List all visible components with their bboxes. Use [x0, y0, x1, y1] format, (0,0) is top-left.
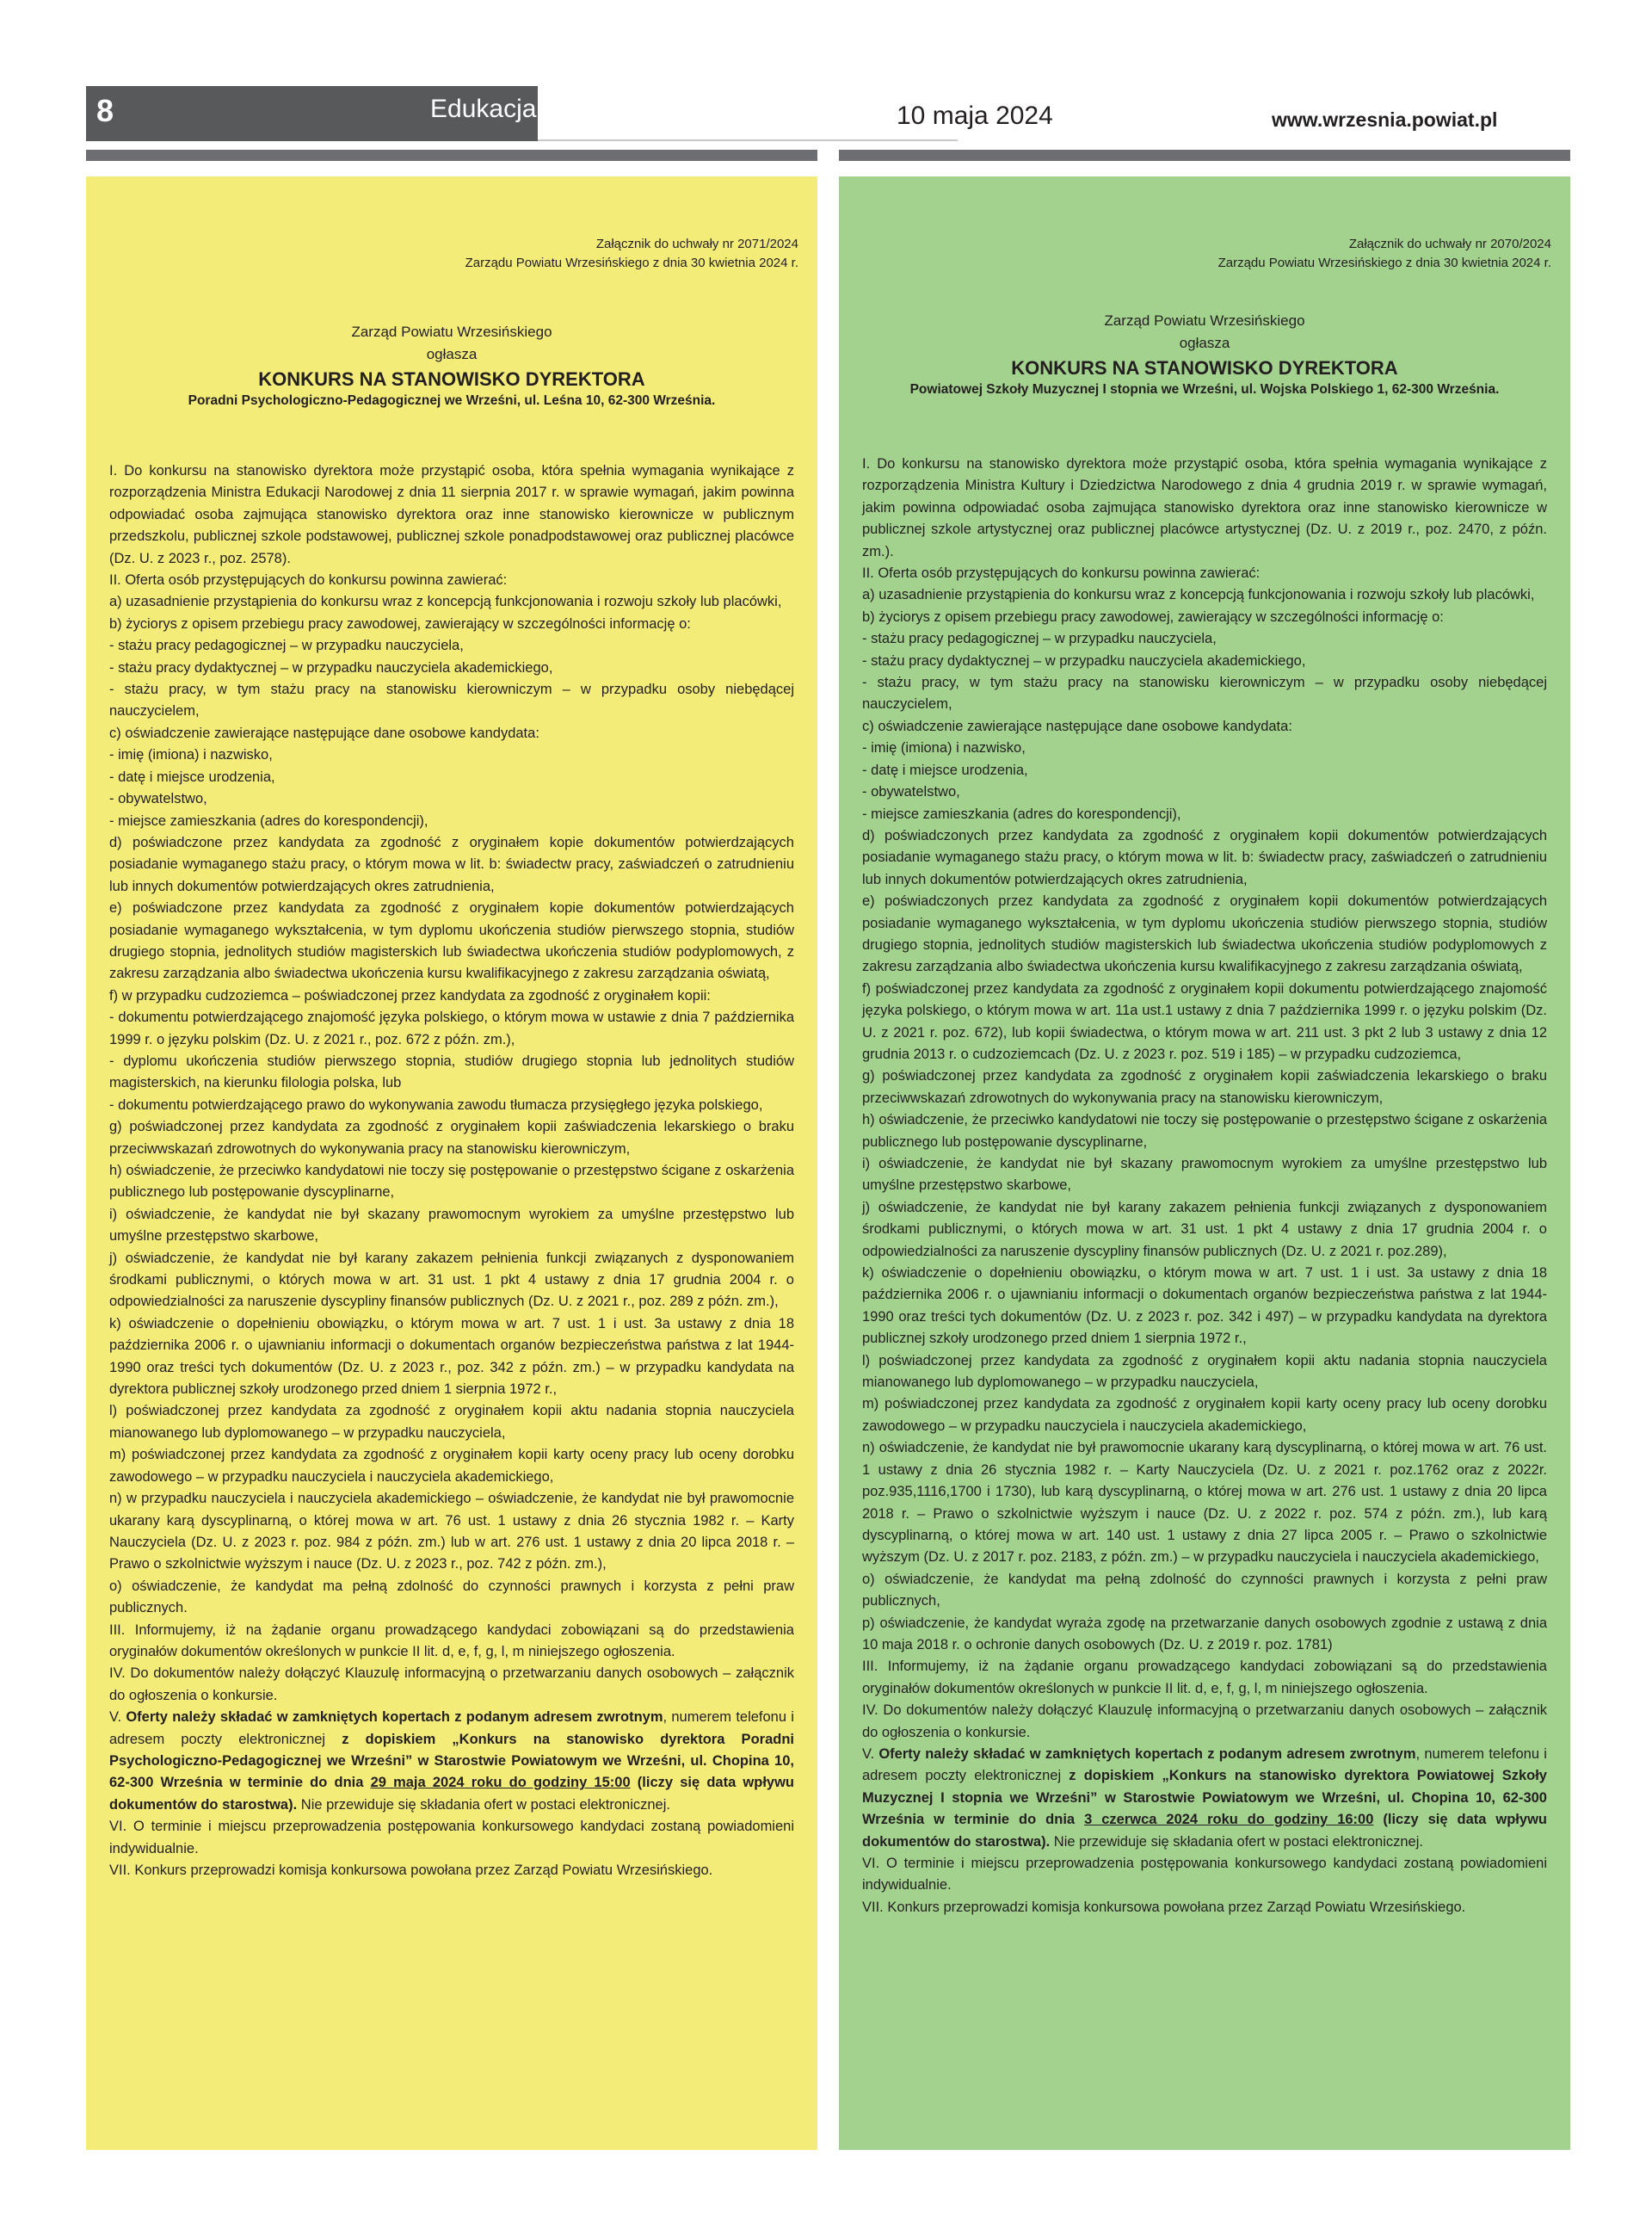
attachment-line-1: Załącznik do uchwały nr 2070/2024 [1348, 237, 1551, 251]
body-paragraph: II. Oferta osób przystępujących do konkursu powinna zawierać: [862, 565, 1261, 582]
body-paragraph: c) oświadczenie zawierające następujące dane osobowe kandydata: [862, 718, 1292, 734]
body-paragraph: d) poświadczone przez kandydata za zgodność z oryginałem kopie dokumentów potwierdzających posiadanie wymaganego stażu pracy, o którym mowa w lit. b: świadectw pracy, zaświadczeń o zatrudnieniu lub innych dokumentów potwierdzających okres zatrudnienia, [109, 834, 794, 894]
body-paragraph: - stażu pracy pedagogicznej – w przypadku nauczyciela, [109, 638, 464, 654]
body-paragraph: - obywatelstwo, [862, 784, 960, 800]
paragraph-list [109, 460, 794, 1707]
body-paragraph: a) uzasadnienie przystąpienia do konkursu wraz z koncepcją funkcjonowania i rozwoju szkoły lub placówki, [109, 594, 782, 610]
body-paragraph: h) oświadczenie, że przeciwko kandydatowi nie toczy się postępowanie o przestępstwo ścigane z oskarżenia publicznego lub postępowanie dyscyplinarne, [109, 1163, 794, 1201]
body-paragraph: l) poświadczonej przez kandydata za zgodność z oryginałem kopii aktu nadania stopnia nauczyciela mianowanego lub dyplomowanego – w przypadku nauczyciela, [862, 1352, 1547, 1391]
body-paragraph: b) życiorys z opisem przebiegu pracy zawodowej, zawierający w szczególności informację o: [109, 615, 691, 632]
announcement-subtitle: Poradni Psychologiczno-Pedagogicznej we Wrześni, ul. Leśna 10, 62-300 Września. [188, 393, 716, 408]
body-paragraph: c) oświadczenie zawierające następujące dane osobowe kandydata: [109, 725, 539, 741]
page-number: 8 [96, 93, 114, 128]
body-paragraph: e) poświadczonych przez kandydata za zgodność z oryginałem kopii dokumentów potwierdzających posiadanie wymaganego wykształcenia, w tym dyplomu ukończenia studiów pierwszego stopnia, studiów drugiego stopnia, jednolitych studiów magisterskich lub świadectwa ukończenia studiów podyplomowych z zakresu zarządzania albo świadectwa ukończenia kursu kwalifikacyjnego z zakresu zarządzania oświatą, [862, 893, 1547, 975]
body-paragraph: - miejsce zamieszkania (adres do korespondencji), [109, 812, 428, 829]
section-vii: VII. Konkurs przeprowadzi komisja konkursowa powołana przez Zarząd Powiatu Wrzesińskiego. [862, 1899, 1466, 1915]
body-paragraph: a) uzasadnienie przystąpienia do konkursu wraz z koncepcją funkcjonowania i rozwoju szkoły lub placówki, [862, 587, 1535, 603]
body-paragraph: IV. Do dokumentów należy dołączyć Klauzulę informacyjną o przetwarzaniu danych osobowych – załącznik do ogłoszenia o konkursie. [109, 1665, 794, 1703]
body-paragraph: III. Informujemy, iż na żądanie organu prowadzącego kandydaci zobowiązani są do przedstawienia oryginałów dokumentów określonych w punkcie II lit. d, e, f, g, l, m niniejszego ogłoszenia. [109, 1622, 794, 1659]
body-paragraph: j) oświadczenie, że kandydat nie był karany zakazem pełnienia funkcji związanych z dysponowaniem środkami publicznymi, o których mowa w art. 31 ust. 1 pkt 4 ustawy z dnia 17 grudnia 2004 r. o odpowiedzialności za naruszenie dyscypliny finansów publicznych (Dz. U. z 2021 r., poz. 289 z późn. zm.), [109, 1250, 794, 1310]
announcement-heading [86, 321, 817, 411]
announces-label: ogłasza [1179, 335, 1230, 351]
body-paragraph: e) poświadczone przez kandydata za zgodność z oryginałem kopie dokumentów potwierdzających posiadanie wymaganego wykształcenia, w tym dyplomu ukończenia studiów pierwszego stopnia, studiów drugiego stopnia, jednolitych studiów magisterskich lub świadectwa ukończenia studiów podyplomowych, z zakresu zarządzania albo świadectwa ukończenia kursu kwalifikacyjnego z zakresu zarządzania oświatą, [109, 900, 794, 982]
body-paragraph: - imię (imiona) i nazwisko, [862, 740, 1026, 757]
right-column-bar [839, 150, 1570, 161]
body-paragraph: m) poświadczonej przez kandydata za zgodność z oryginałem kopii karty oceny pracy lub oceny dorobku zawodowego – w przypadku nauczyciela i nauczyciela akademickiego, [862, 1396, 1547, 1434]
body-paragraph: n) oświadczenie, że kandydat nie był prawomocnie ukarany karą dyscyplinarną, o której mowa w art. 76 ust. 1 ustawy z dnia 26 stycznia 1982 r. – Karty Nauczyciela (Dz. U. z 2021 r. poz.1762 oraz z 2022r. poz.935,1116,1700 i 1730), lub karą dyscyplinarną, o której mowa w art. 276 ust. 1 ustawy z dnia 20 lipca 2018 r. – Prawo o szkolnictwie wyższym i nauce (Dz. U. z 2022 r. poz. 574 z późn. zm.), lub karą dyscyplinarną, o której mowa w art. 140 ust. 1 ustawy z dnia 27 lipca 2005 r. – Prawo o szkolnictwie wyższym (Dz. U. z 2017 r. poz. 2183, z późn. zm.) – w przypadku nauczyciela i nauczyciela akademickiego, [862, 1440, 1547, 1566]
attachment-line-2: Zarządu Powiatu Wrzesińskiego z dnia 30 kwietnia 2024 r. [1217, 256, 1551, 270]
body-paragraph: - datę i miejsce urodzenia, [862, 762, 1028, 778]
organization-name: Zarząd Powiatu Wrzesińskiego [1104, 312, 1305, 329]
attachment-note [465, 235, 798, 273]
body-paragraph: - stażu pracy dydaktycznej – w przypadku nauczyciela akademickiego, [862, 652, 1306, 669]
attachment-line-2: Zarządu Powiatu Wrzesińskiego z dnia 30 kwietnia 2024 r. [465, 256, 798, 270]
body-paragraph: - dokumentu potwierdzającego znajomość języka polskiego, o którym mowa w ustawie z dnia 7 października 1999 r. o języku polskim (Dz. U. z 2021 r., poz. 672 z późn. zm.), [109, 1010, 794, 1047]
announces-label: ogłasza [426, 346, 478, 362]
announcement-subtitle: Powiatowej Szkoły Muzycznej I stopnia we Wrześni, ul. Wojska Polskiego 1, 62-300 Września. [909, 382, 1500, 397]
body-paragraph: I. Do konkursu na stanowisko dyrektora może przystąpić osoba, która spełnia wymagania wynikające z rozporządzenia Ministra Edukacji Narodowej z dnia 11 sierpnia 2017 r. w sprawie wymagań, jakim powinna odpowiadać osoba zajmująca stanowisko dyrektora oraz inne stanowisko kierownicze w publicznym przedszkolu, publicznej szkole podstawowej, publicznej szkole ponadpodstawowej oraz publicznej placówce (Dz. U. z 2023 r., poz. 2578). [109, 463, 794, 566]
attachment-note [1218, 235, 1551, 273]
section-vii: VII. Konkurs przeprowadzi komisja konkursowa powołana przez Zarząd Powiatu Wrzesińskiego. [109, 1862, 713, 1878]
body-paragraph: II. Oferta osób przystępujących do konkursu powinna zawierać: [109, 572, 508, 589]
body-paragraph: - imię (imiona) i nazwisko, [109, 747, 273, 763]
body-paragraph: i) oświadczenie, że kandydat nie był skazany prawomocnym wyrokiem za umyślne przestępstwo lub umyślne przestępstwo skarbowe, [862, 1156, 1547, 1194]
body-paragraph: - obywatelstwo, [109, 791, 207, 807]
header-rule [538, 139, 958, 141]
body-paragraph: d) poświadczonych przez kandydata za zgodność z oryginałem kopii dokumentów potwierdzających posiadanie wymaganego stażu pracy, o którym mowa w lit. b: świadectw pracy, zaświadczeń o zatrudnieniu lub innych dokumentów potwierdzających okres zatrudnienia, [862, 827, 1547, 887]
paragraph-list [862, 454, 1547, 1744]
announcement-title: KONKURS NA STANOWISKO DYREKTORA [1011, 357, 1398, 379]
section-vi: VI. O terminie i miejscu przeprowadzenia postępowania konkursowego kandydaci zostaną powiadomieni indywidualnie. [109, 1819, 794, 1856]
body-paragraph: p) oświadczenie, że kandydat wyraża zgodę na przetwarzanie danych osobowych zgodnie z ustawą z dnia 10 maja 2018 r. o ochronie danych osobowych (Dz. U. z 2019 r. poz. 1781) [862, 1615, 1547, 1652]
body-paragraph: f) poświadczonej przez kandydata za zgodność z oryginałem kopii dokumentu potwierdzającego znajomość języka polskiego, o którym mowa w art. 11a ust.1 ustawy z dnia 7 października 1999 r. o języku polskim (Dz. U. z 2021 r. poz. 672), lub kopii świadectwa, o którym mowa w art. 211 ust. 3 pkt 2 lub 3 ustawy z dnia 12 grudnia 2013 r. o cudzoziemcach (Dz. U. z 2023 r. poz. 519 i 185) – w przypadku cudzoziemca, [862, 980, 1547, 1062]
body-paragraph: - miejsce zamieszkania (adres do korespondencji), [862, 806, 1181, 822]
body-paragraph: g) poświadczonej przez kandydata za zgodność z oryginałem kopii zaświadczenia lekarskiego o braku przeciwwskazań zdrowotnych do wykonywania pracy na stanowisku kierowniczym, [862, 1068, 1547, 1106]
body-paragraph: i) oświadczenie, że kandydat nie był skazany prawomocnym wyrokiem za umyślne przestępstwo lub umyślne przestępstwo skarbowe, [109, 1206, 794, 1245]
body-paragraph: - dokumentu potwierdzającego prawo do wykonywania zawodu tłumacza przysięgłego języka polskiego, [109, 1096, 763, 1113]
body-paragraph: - stażu pracy dydaktycznej – w przypadku nauczyciela akademickiego, [109, 659, 553, 676]
announcement-heading [839, 310, 1570, 399]
body-paragraph: l) poświadczonej przez kandydata za zgodność z oryginałem kopii aktu nadania stopnia nauczyciela mianowanego lub dyplomowanego – w przypadku nauczyciela, [109, 1403, 794, 1441]
announcement-title: KONKURS NA STANOWISKO DYREKTORA [258, 368, 645, 390]
organization-name: Zarząd Powiatu Wrzesińskiego [351, 324, 552, 340]
body-paragraph: f) w przypadku cudzoziemca – poświadczonej przez kandydata za zgodność z oryginałem kopii: [109, 987, 711, 1004]
attachment-line-1: Załącznik do uchwały nr 2071/2024 [595, 237, 798, 251]
body-paragraph: n) w przypadku nauczyciela i nauczyciela akademickiego – oświadczenie, że kandydat nie był prawomocnie ukarany karą dyscyplinarną, o której mowa w art. 76 ust. 1 ustawy z dnia 26 stycznia 1982 r. – Karty Nauczyciela (Dz. U. z 2023 r. poz. 984 z późn. zm.) lub w art. 276 ust. 1 ustawy z dnia 20 lipca 2018 r. – Prawo o szkolnictwie wyższym i nauce (Dz. U. z 2023 r., poz. 742 z późn. zm.), [109, 1491, 794, 1572]
body-paragraph: I. Do konkursu na stanowisko dyrektora może przystąpić osoba, która spełnia wymagania wynikające z rozporządzenia Ministra Kultury i Dziedzictwa Narodowego z dnia 4 grudnia 2019 r. w sprawie wymagań, jakim powinna odpowiadać osoba zajmująca stanowisko dyrektora oraz inne stanowisko kierownicze w publicznej szkole artystycznej oraz publicznej placówce artystycznej (Dz. U. z 2019 r., poz. 2470, z późn. zm.). [862, 456, 1547, 559]
section-title: Edukacja [430, 95, 537, 123]
body-paragraph: o) oświadczenie, że kandydat ma pełną zdolność do czynności prawnych i korzysta z pełni praw publicznych, [862, 1571, 1547, 1609]
section-v: V. Oferty należy składać w zamkniętych kopertach z podanym adresem zwrotnym, numerem telefonu i adresem poczty elektronicznej z dopiskiem „Konkurs na stanowisko dyrektora Poradni Psychologiczno-Pedagogicznej we Wrześni” w Starostwie Powiatowym we Wrześni, ul. Chopina 10, 62-300 Września w terminie do dnia 29 maja 2024 roku do godziny 15:00 (liczy się data wpływu dokumentów do starostwa). Nie przewiduje się składania ofert w postaci elektronicznej. [109, 1709, 794, 1813]
body-paragraph: IV. Do dokumentów należy dołączyć Klauzulę informacyjną o przetwarzaniu danych osobowych – załącznik do ogłoszenia o konkursie. [862, 1702, 1547, 1740]
left-column-bar [86, 150, 817, 161]
body-paragraph: III. Informujemy, iż na żądanie organu prowadzącego kandydaci zobowiązani są do przedstawienia oryginałów dokumentów określonych w punkcie II lit. d, e, f, g, l, m niniejszego ogłoszenia. [862, 1659, 1547, 1696]
website-link[interactable]: www.wrzesnia.powiat.pl [1272, 108, 1498, 131]
announcement-body [862, 454, 1547, 1918]
body-paragraph: k) oświadczenie o dopełnieniu obowiązku, o którym mowa w art. 7 ust. 1 i ust. 3a ustawy z dnia 18 października 2006 r. o ujawnianiu informacji o dokumentach organów bezpieczeństwa państwa z lat 1944-1990 oraz treści tych dokumentów (Dz. U. z 2023 r. poz. 342 i 497) – w przypadku kandydata na dyrektora publicznej szkoły urodzonego przed dniem 1 sierpnia 1972 r., [862, 1265, 1547, 1347]
left-announcement-panel [86, 176, 817, 2150]
body-paragraph: m) poświadczonej przez kandydata za zgodność z oryginałem kopii karty oceny pracy lub oceny dorobku zawodowego – w przypadku nauczyciela i nauczyciela akademickiego, [109, 1447, 794, 1485]
body-paragraph: - dyplomu ukończenia studiów pierwszego stopnia, studiów drugiego stopnia lub jednolitych studiów magisterskich, na kierunku filologia polska, lub [109, 1053, 794, 1091]
body-paragraph: b) życiorys z opisem przebiegu pracy zawodowej, zawierający w szczególności informację o: [862, 608, 1444, 625]
body-paragraph: - datę i miejsce urodzenia, [109, 769, 275, 785]
body-paragraph: k) oświadczenie o dopełnieniu obowiązku, o którym mowa w art. 7 ust. 1 i ust. 3a ustawy z dnia 18 października 2006 r. o ujawnianiu informacji o dokumentach organów bezpieczeństwa państwa z lat 1944-1990 oraz treści tych dokumentów (Dz. U. z 2023 r., poz. 342 z późn. zm.) – w przypadku kandydata na dyrektora publicznej szkoły urodzonego przed dniem 1 sierpnia 1972 r., [109, 1315, 794, 1398]
body-paragraph: j) oświadczenie, że kandydat nie był karany zakazem pełnienia funkcji związanych z dysponowaniem środkami publicznymi, o których mowa w art. 31 ust. 1 pkt 4 ustawy z dnia 17 grudnia 2004 r. o odpowiedzialności za naruszenie dyscypliny finansów publicznych (Dz. U. z 2021 r. poz.289), [862, 1199, 1547, 1259]
body-paragraph: h) oświadczenie, że przeciwko kandydatowi nie toczy się postępowanie o przestępstwo ścigane z oskarżenia publicznego lub postępowanie dyscyplinarne, [862, 1112, 1547, 1150]
body-paragraph: - stażu pracy, w tym stażu pracy na stanowisku kierowniczym – w przypadku osoby niebędącej nauczycielem, [862, 675, 1547, 713]
section-v: V. Oferty należy składać w zamkniętych kopertach z podanym adresem zwrotnym, numerem telefonu i adresem poczty elektronicznej z dopiskiem „Konkurs na stanowisko dyrektora Powiatowej Szkoły Muzycznej I stopnia we Wrześni” w Starostwie Powiatowym we Wrześni, ul. Chopina 10, 62-300 Września w terminie do dnia 3 czerwca 2024 roku do godziny 16:00 (liczy się data wpływu dokumentów do starostwa). Nie przewiduje się składania ofert w postaci elektronicznej. [862, 1745, 1547, 1850]
right-announcement-panel [839, 176, 1570, 2150]
body-paragraph: - stażu pracy pedagogicznej – w przypadku nauczyciela, [862, 631, 1217, 647]
announcement-body [109, 460, 794, 1881]
body-paragraph: - stażu pracy, w tym stażu pracy na stanowisku kierowniczym – w przypadku osoby niebędącej nauczycielem, [109, 682, 794, 720]
body-paragraph: g) poświadczonej przez kandydata za zgodność z oryginałem kopii zaświadczenia lekarskiego o braku przeciwwskazań zdrowotnych do wykonywania pracy na stanowisku kierowniczym, [109, 1119, 794, 1157]
issue-date: 10 maja 2024 [897, 102, 1053, 130]
body-paragraph: o) oświadczenie, że kandydat ma pełną zdolność do czynności prawnych i korzysta z pełni praw publicznych. [109, 1578, 794, 1616]
section-vi: VI. O terminie i miejscu przeprowadzenia postępowania konkursowego kandydaci zostaną powiadomieni indywidualnie. [862, 1856, 1547, 1893]
